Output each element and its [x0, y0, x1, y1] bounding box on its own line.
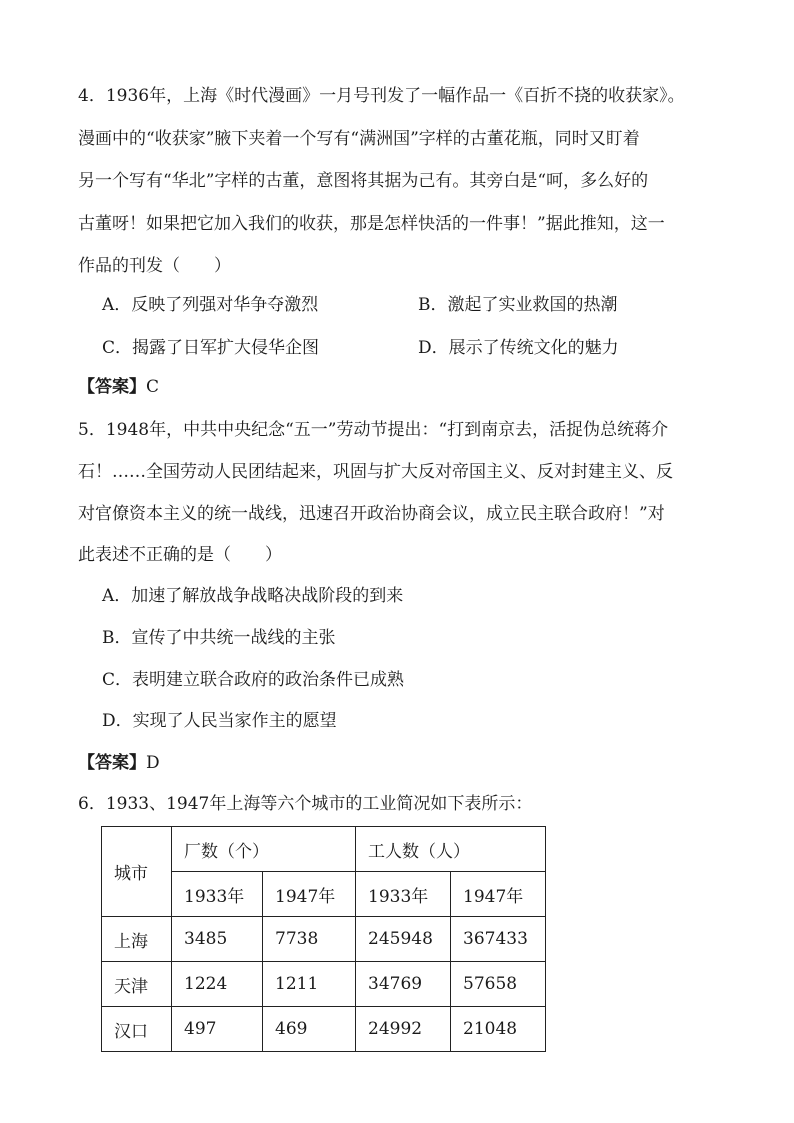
- table-cell: 469: [263, 1007, 356, 1052]
- q5-option-d: D．实现了人民当家作主的愿望: [102, 711, 337, 731]
- city-cell: 天津: [102, 962, 172, 1007]
- q4-stem-line-4: 古董呀！如果把它加入我们的收获，那是怎样快活的一件事！”据此推知，这一: [78, 214, 665, 234]
- city-cell: 汉口: [102, 1007, 172, 1052]
- q5-stem-line-2: 石！……全国劳动人民团结起来，巩固与扩大反对帝国主义、反对封建主义、反: [78, 462, 673, 482]
- q4-option-a: A．反映了列强对华争夺激烈: [102, 295, 319, 315]
- q4-stem-line-2: 漫画中的“收获家”腋下夹着一个写有“满洲国”字样的古董花瓶，同时又盯着: [78, 129, 640, 149]
- table-cell: 57658: [451, 962, 546, 1007]
- factory-count-header: 厂数（个）: [172, 827, 356, 872]
- q5-answer-value: D: [146, 753, 160, 773]
- q5-answer: [78, 753, 738, 773]
- table-header-row: [102, 827, 546, 872]
- q6-intro: 6．1933、1947年上海等六个城市的工业简况如下表所示：: [78, 794, 533, 814]
- table-cell: 367433: [451, 917, 546, 962]
- q5-option-b: B．宣传了中共统一战线的主张: [102, 628, 336, 648]
- q4-answer-label: 【答案】: [78, 377, 146, 397]
- year-header: 1947年: [451, 872, 546, 917]
- table-cell: 7738: [263, 917, 356, 962]
- table-cell: 34769: [356, 962, 451, 1007]
- table-cell: 245948: [356, 917, 451, 962]
- q4-option-c: C．揭露了日军扩大侵华企图: [102, 338, 320, 358]
- table-row: [102, 962, 546, 1007]
- q4-answer: [78, 377, 738, 397]
- q4-option-b: B．激起了实业救国的热潮: [418, 295, 618, 315]
- table-cell: 21048: [451, 1007, 546, 1052]
- q4-stem-line-3: 另一个写有“华北”字样的古董，意图将其据为己有。其旁白是“呵，多么好的: [78, 171, 649, 191]
- q5-option-a: A．加速了解放战争战略决战阶段的到来: [102, 586, 404, 606]
- city-cell: 上海: [102, 917, 172, 962]
- table-row: [102, 917, 546, 962]
- table-cell: 3485: [172, 917, 263, 962]
- q5-stem-line-4: 此表述不正确的是（ ）: [78, 545, 282, 565]
- industry-table: [101, 826, 546, 1052]
- worker-count-header: 工人数（人）: [356, 827, 546, 872]
- q5-stem-line-3: 对官僚资本主义的统一战线，迅速召开政治协商会议，成立民主联合政府！”对: [78, 504, 665, 524]
- year-header: 1933年: [356, 872, 451, 917]
- table-cell: 24992: [356, 1007, 451, 1052]
- city-header: 城市: [102, 827, 172, 917]
- q5-stem-line-1: 5．1948年，中共中央纪念“五一”劳动节提出：“打到南京去，活捉伪总统蒋介: [78, 420, 669, 440]
- q5-answer-label: 【答案】: [78, 753, 146, 773]
- year-header: 1947年: [263, 872, 356, 917]
- q4-stem-line-5: 作品的刊发（ ）: [78, 256, 231, 276]
- table-cell: 497: [172, 1007, 263, 1052]
- q4-answer-value: C: [146, 377, 160, 397]
- table-row: [102, 1007, 546, 1052]
- q4-option-d: D．展示了传统文化的魅力: [418, 338, 619, 358]
- table-cell: 1211: [263, 962, 356, 1007]
- year-header: 1933年: [172, 872, 263, 917]
- q4-stem-line-1: 4．1936年，上海《时代漫画》一月号刊发了一幅作品一《百折不挠的收获家》。: [78, 86, 685, 106]
- table-cell: 1224: [172, 962, 263, 1007]
- q5-option-c: C．表明建立联合政府的政治条件已成熟: [102, 670, 405, 690]
